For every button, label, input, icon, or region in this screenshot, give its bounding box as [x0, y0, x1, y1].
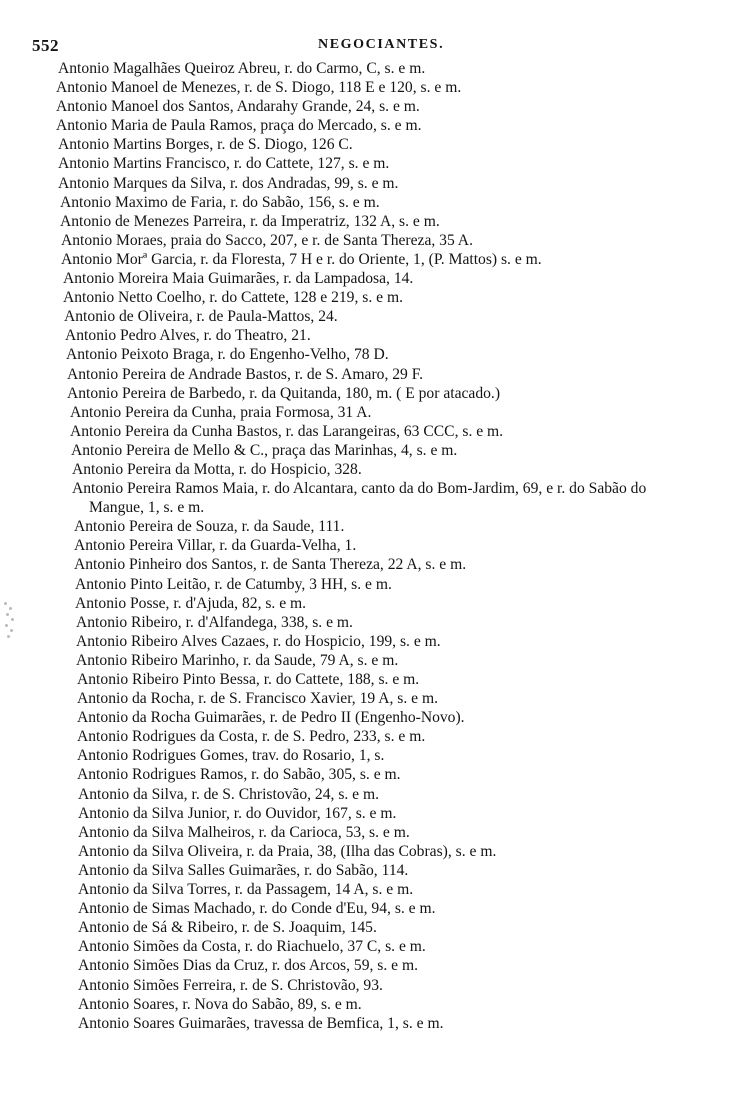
- list-item: Antonio Simões Ferreira, r. de S. Christovão, 93.: [78, 976, 383, 994]
- list-item: Antonio Rodrigues Gomes, trav. do Rosario, 1, s.: [77, 747, 385, 765]
- merchant-list: [0, 59, 736, 1033]
- list-item: Antonio da Silva Malheiros, r. da Carioca, 53, s. e m.: [78, 823, 410, 841]
- list-item: Antonio da Silva, r. de S. Christovão, 24, s. e m.: [78, 785, 380, 803]
- list-item: Antonio da Silva Torres, r. da Passagem, 14 A, s. e m.: [78, 881, 414, 899]
- list-item: Antonio Pereira de Barbedo, r. da Quitanda, 180, m. ( E por atacado.): [67, 384, 501, 402]
- list-item: Antonio de Sá & Ribeiro, r. de S. Joaquim, 145.: [78, 919, 377, 937]
- list-item: Antonio Rodrigues Ramos, r. do Sabão, 305, s. e m.: [77, 766, 401, 784]
- list-item: Antonio Ribeiro Marinho, r. da Saude, 79 A, s. e m.: [76, 651, 399, 669]
- page-number: 552: [32, 36, 59, 55]
- list-item: Antonio Pereira Ramos Maia, r. do Alcantara, canto da do Bom-Jardim, 69, e r. do Sabão do Mangue, 1, s. e m.: [72, 480, 647, 517]
- list-item: Antonio Pereira da Motta, r. do Hospicio, 328.: [72, 460, 362, 478]
- list-item: Antonio Marques da Silva, r. dos Andradas, 99, s. e m.: [58, 174, 399, 192]
- list-item: Antonio Soares, r. Nova do Sabão, 89, s. e m.: [78, 995, 362, 1013]
- list-item: Antonio Ribeiro Alves Cazaes, r. do Hospicio, 199, s. e m.: [76, 632, 441, 650]
- list-item: Antonio Morª Garcia, r. da Floresta, 7 H e r. do Oriente, 1, (P. Mattos) s. e m.: [61, 250, 542, 268]
- list-item: Antonio Simões da Costa, r. do Riachuelo, 37 C, s. e m.: [78, 938, 426, 956]
- list-item: Antonio Maria de Paula Ramos, praça do Mercado, s. e m.: [56, 117, 422, 135]
- list-item: Antonio Rodrigues da Costa, r. de S. Pedro, 233, s. e m.: [77, 728, 426, 746]
- list-item: Antonio Pinto Leitão, r. de Catumby, 3 HH, s. e m.: [75, 575, 392, 593]
- list-item: Antonio de Oliveira, r. de Paula-Mattos, 24.: [64, 308, 338, 326]
- list-item: Antonio Peixoto Braga, r. do Engenho-Velho, 78 D.: [66, 346, 389, 364]
- page-header: [32, 36, 732, 56]
- list-item: Antonio Martins Borges, r. de S. Diogo, 126 C.: [58, 136, 353, 154]
- list-item: Antonio Pereira Villar, r. da Guarda-Velha, 1.: [74, 537, 357, 555]
- list-item: Antonio Moraes, praia do Sacco, 207, e r. de Santa Thereza, 35 A.: [61, 231, 473, 249]
- list-item: Antonio Ribeiro Pinto Bessa, r. do Cattete, 188, s. e m.: [77, 671, 420, 688]
- list-item: Antonio Martins Francisco, r. do Cattete, 127, s. e m.: [58, 155, 390, 173]
- list-item: Antonio Soares Guimarães, travessa de Bemfica, 1, s. e m.: [78, 1014, 444, 1032]
- list-item: Antonio Pereira de Andrade Bastos, r. de S. Amaro, 29 F.: [67, 365, 424, 383]
- list-item: Antonio de Simas Machado, r. do Conde d'Eu, 94, s. e m.: [78, 900, 436, 918]
- list-item: Antonio Pereira da Cunha Bastos, r. das Larangeiras, 63 CCC, s. e m.: [70, 422, 504, 440]
- list-item: Antonio Simões Dias da Cruz, r. dos Arcos, 59, s. e m.: [78, 957, 419, 975]
- list-item: Antonio da Silva Oliveira, r. da Praia, 38, (Ilha das Cobras), s. e m.: [78, 842, 497, 860]
- list-item: Antonio Moreira Maia Guimarães, r. da Lampadosa, 14.: [63, 270, 414, 288]
- list-item: Antonio Manoel dos Santos, Andarahy Grande, 24, s. e m.: [56, 98, 420, 116]
- list-item: Antonio Manoel de Menezes, r. de S. Diogo, 118 E e 120, s. e m.: [56, 79, 462, 97]
- list-item: Antonio da Rocha Guimarães, r. de Pedro II (Engenho-Novo).: [77, 709, 465, 727]
- list-item: Antonio da Silva Salles Guimarães, r. do Sabão, 114.: [78, 861, 409, 879]
- list-item: Antonio Pinheiro dos Santos, r. de Santa Thereza, 22 A, s. e m.: [74, 556, 467, 574]
- list-item: Antonio Ribeiro, r. d'Alfandega, 338, s. e m.: [76, 613, 353, 631]
- list-item: Antonio Pereira da Cunha, praia Formosa, 31 A.: [70, 403, 372, 421]
- list-item: Antonio da Silva Junior, r. do Ouvidor, 167, s. e m.: [78, 804, 397, 822]
- running-title: NEGOCIANTES.: [318, 37, 445, 52]
- list-item: Antonio Magalhães Queiroz Abreu, r. do Carmo, C, s. e m.: [58, 60, 426, 77]
- list-item: Antonio Pereira de Mello & C., praça das Marinhas, 4, s. e m.: [71, 441, 458, 459]
- list-item: Antonio de Menezes Parreira, r. da Imperatriz, 132 A, s. e m.: [60, 212, 440, 230]
- list-item: Antonio da Rocha, r. de S. Francisco Xavier, 19 A, s. e m.: [77, 690, 439, 708]
- list-item: Antonio Pereira de Souza, r. da Saude, 111.: [74, 518, 345, 536]
- list-item: Antonio Posse, r. d'Ajuda, 82, s. e m.: [75, 594, 307, 612]
- list-item: Antonio Maximo de Faria, r. do Sabão, 156, s. e m.: [60, 193, 380, 211]
- list-item: Antonio Netto Coelho, r. do Cattete, 128 e 219, s. e m.: [63, 289, 403, 307]
- list-item: Antonio Pedro Alves, r. do Theatro, 21.: [65, 327, 311, 345]
